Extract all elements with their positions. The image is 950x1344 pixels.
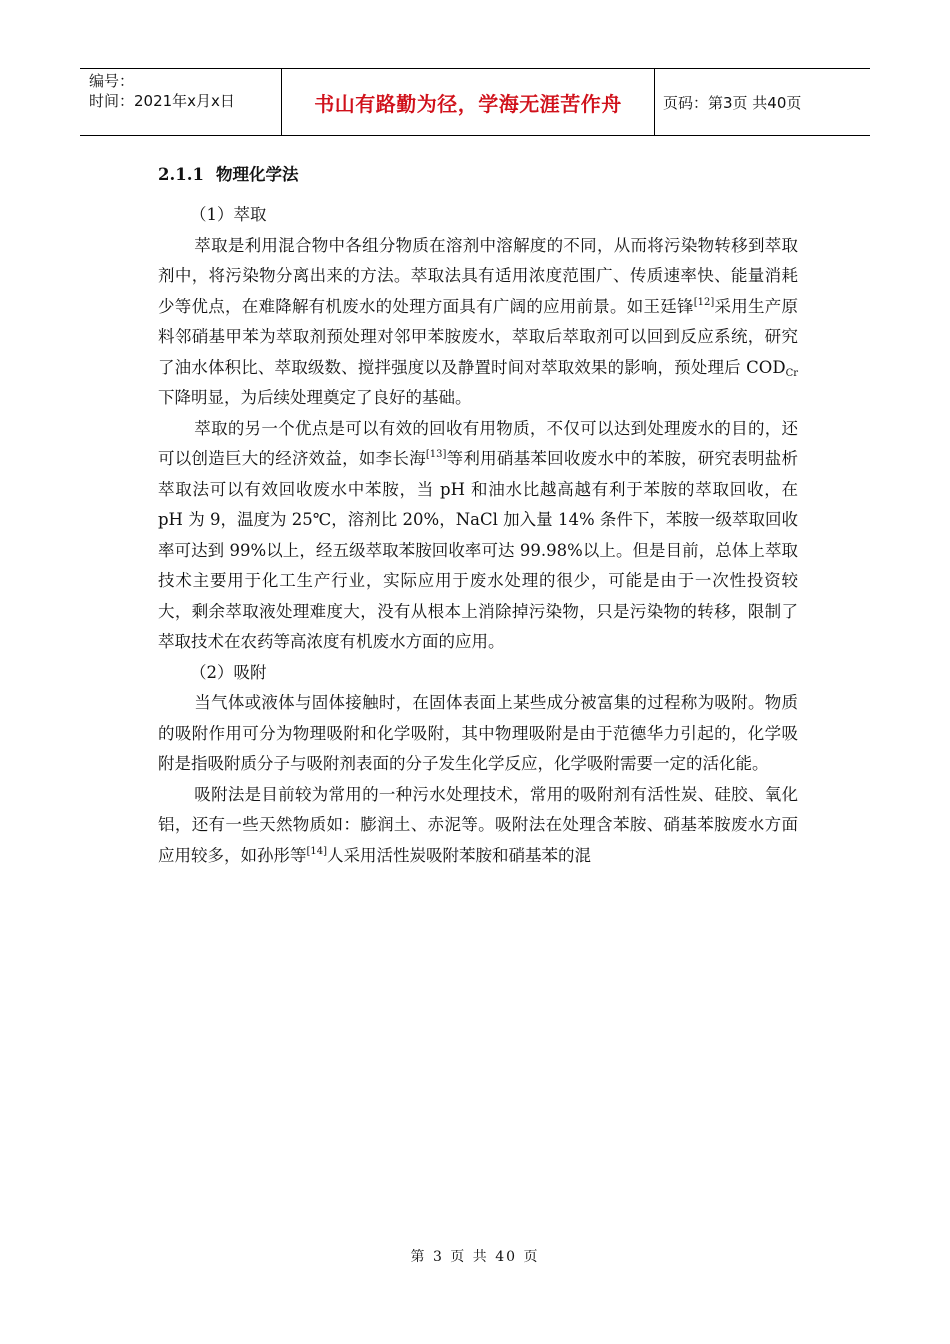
page-header (80, 68, 870, 136)
section-number: 2.1.1 (158, 165, 204, 184)
document-body (158, 160, 798, 871)
subheading-adsorption: （2）吸附 (190, 662, 267, 682)
citation-12: [12] (693, 296, 715, 308)
citation-13: [13] (425, 449, 447, 460)
header-meta (80, 69, 282, 135)
page-footer: 第 3 页 共 40 页 (410, 1249, 540, 1265)
paragraph-extraction-1: 萃取是利用混合物中各组分物质在溶剂中溶解度的不同，从而将污染物转移到萃取剂中，将污染物分离出来的方法。萃取法具有适用浓度范围广、传质速率快、能量消耗少等优点，在难降解有机废水的处理方面具有广阔的应用前景。如王廷锋[12]采用生产原料邻硝基甲苯为萃取剂预处理对邻甲苯胺废水，萃取后萃取剂可以回到反应系统，研究了油水体积比、萃取级数、搅拌强度以及静置时间对萃取效果的影响，预处理后 $COD_{Cr}$下降明显，为后续处理奠定了良好的基础。 (158, 235, 799, 407)
header-page-info: 页码：第3页 共40页 (663, 93, 802, 112)
number-label: 编号： (89, 72, 135, 90)
subheading-extraction: （1）萃取 (190, 205, 267, 224)
section-heading (158, 160, 798, 190)
paragraph-adsorption-1: 当气体或液体与固体接触时，在固体表面上某些成分被富集的过程称为吸附。物质的吸附作用可分为物理吸附和化学吸附，其中物理吸附是由于范德华力引起的，化学吸附是指吸附质分子与吸附剂表面的分子发生化学反应，化学吸附需要一定的活化能。 (158, 693, 798, 773)
time-label: 时间：2021年x月x日 (89, 92, 235, 110)
header-motto: 书山有路勤为径，学海无涯苦作舟 (282, 69, 655, 135)
paragraph-adsorption-2: 吸附法是目前较为常用的一种污水处理技术，常用的吸附剂有活性炭、硅胶、氧化铝，还有一些天然物质如：膨润土、赤泥等。吸附法在处理含苯胺、硝基苯胺废水方面应用较多，如孙彤等[14]人采用活性炭吸附苯胺和硝基苯的混 (158, 784, 798, 865)
citation-14: [14] (306, 845, 328, 857)
cod-subscript: Cr (785, 367, 798, 379)
section-title: 物理化学法 (215, 165, 299, 184)
paragraph-extraction-2: 萃取的另一个优点是可以有效的回收有用物质，不仅可以达到处理废水的目的，还可以创造巨大的经济效益，如李长海[13]等利用硝基苯回收废水中的苯胺，研究表明盐析萃取法可以有效回收废水中苯胺，当 pH 和油水比越高越有利于苯胺的萃取回收，在 pH 为 9，温度为 25℃，溶剂比 20%，NaCl 加入量 14% 条件下，苯胺一级萃取回收率可达到 99%以上，经五级萃取苯胺回收率可达 99.98%以上。但是目前，总体上萃取技术主要用于化工生产行业，实际应用于废水处理的很少，可能是由于一次性投资较大，剩余萃取液处理难度大，没有从根本上消除掉污染物，只是污染物的转移，限制了萃取技术在农药等高浓度有机废水方面的应用。 (158, 418, 799, 651)
